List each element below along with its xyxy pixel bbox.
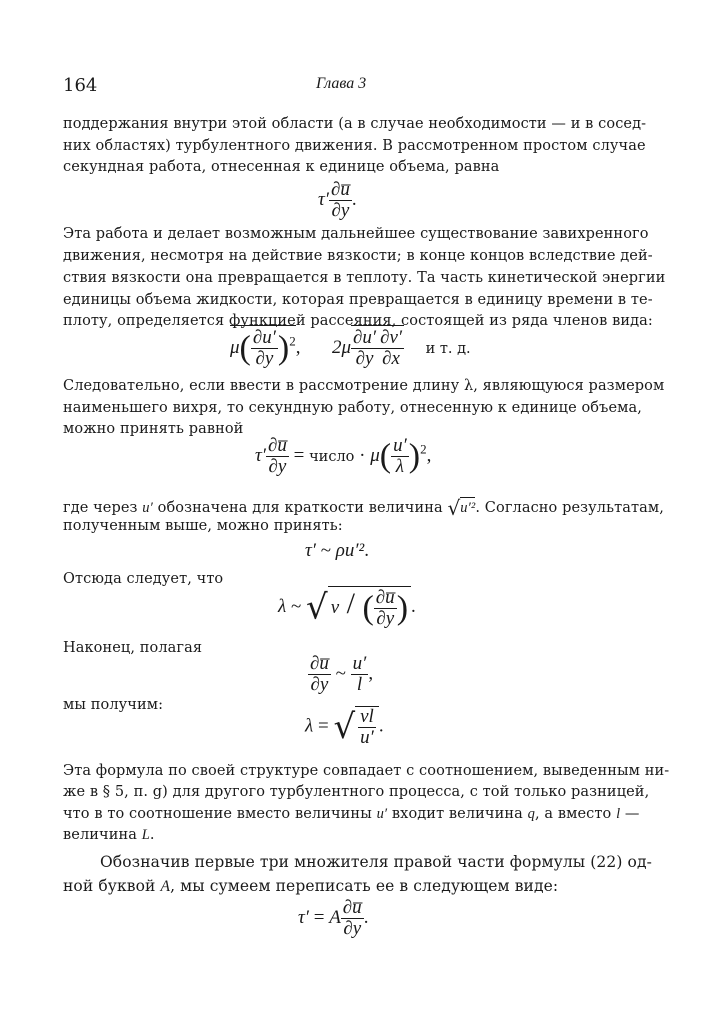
text-line: Отсюда следует, что bbox=[63, 571, 224, 587]
text-line: что в то соотношение вместо величины u′ входит величина q, а вместо l — bbox=[63, 806, 640, 822]
text-line: величина L. bbox=[63, 827, 155, 843]
formula-work: τ′ $\frac{\partial u̅}{\partial y}$ . bbox=[318, 179, 357, 221]
chapter-title: Глава 3 bbox=[316, 75, 367, 92]
text-line: где через u′ обозначена для краткости величина √u′². Согласно результатам, bbox=[63, 496, 664, 520]
text-line: единицы объема жидкости, которая превращается в единицу времени в те- bbox=[63, 292, 653, 308]
formula-work-estimate: τ′ $\frac{\partial u̅}{\partial y}$ = число · μ( $\frac{u'}{\lambda}$ )$^2$, bbox=[255, 435, 432, 477]
formula-final: τ′ = A $\frac{\partial u̅}{\partial y}$ . bbox=[298, 897, 369, 939]
text-line: секундная работа, отнесенная к единице объема, равна bbox=[63, 159, 500, 175]
text-line: Наконец, полагая bbox=[63, 640, 203, 656]
text-line: полученным выше, можно принять: bbox=[63, 518, 343, 534]
text-line: ствия вязкости она превращается в теплоту. Та часть кинетической энергии bbox=[63, 270, 666, 286]
formula-dissipation: μ( $\frac{\partial u'}{\partial y}$ )$^2$, 2μ $\frac{\partial u'}{\partial y}$ $\frac{\partial v'}{\partial x}$ и т. д. bbox=[230, 327, 471, 369]
text-line: Эта работа и делает возможным дальнейшее существование завихренного bbox=[63, 226, 649, 242]
formula-stress: τ′ ~ ρu′². bbox=[305, 540, 369, 561]
text-line: можно принять равной bbox=[63, 421, 244, 437]
text-line: ной буквой A, мы сумеем переписать ее в следующем виде: bbox=[63, 877, 559, 895]
text-line: мы получим: bbox=[63, 697, 164, 713]
text-line: поддержания внутри этой области (а в случае необходимости — и в сосед- bbox=[63, 116, 647, 132]
text-line: Обозначив первые три множителя правой части формулы (22) од- bbox=[100, 853, 652, 871]
text-line: Эта формула по своей структуре совпадает с соотношением, выведенным ни- bbox=[63, 763, 670, 779]
text-line: них областях) турбулентного движения. В рассмотренном простом случае bbox=[63, 138, 646, 154]
formula-gradient: $\frac{\partial u̅}{\partial y}$ ~ $\frac{u'}{l}$ , bbox=[310, 653, 374, 695]
text-line: движения, несмотря на действие вязкости; в конце концов вследствие дей- bbox=[63, 248, 653, 264]
text-line: плоту, определяется функцией рассеяния, состоящей из ряда членов вида: bbox=[63, 313, 653, 329]
formula-lambda-1: λ ~ √ ν / ( $\frac{\partial u̅}{\partial y}$ ) . bbox=[278, 587, 416, 630]
text-line: наименьшего вихря, то секундную работу, отнесенную к единице объема, bbox=[63, 400, 642, 416]
formula-lambda-2: λ = √ $\frac{\nu l}{u'}$ . bbox=[305, 706, 384, 748]
text-line: Следовательно, если ввести в рассмотрение длину λ, являющуюся размером bbox=[63, 378, 665, 394]
page-number: 164 bbox=[63, 75, 98, 96]
text-line: же в § 5, п. g) для другого турбулентного процесса, с той только разницей, bbox=[63, 784, 650, 800]
